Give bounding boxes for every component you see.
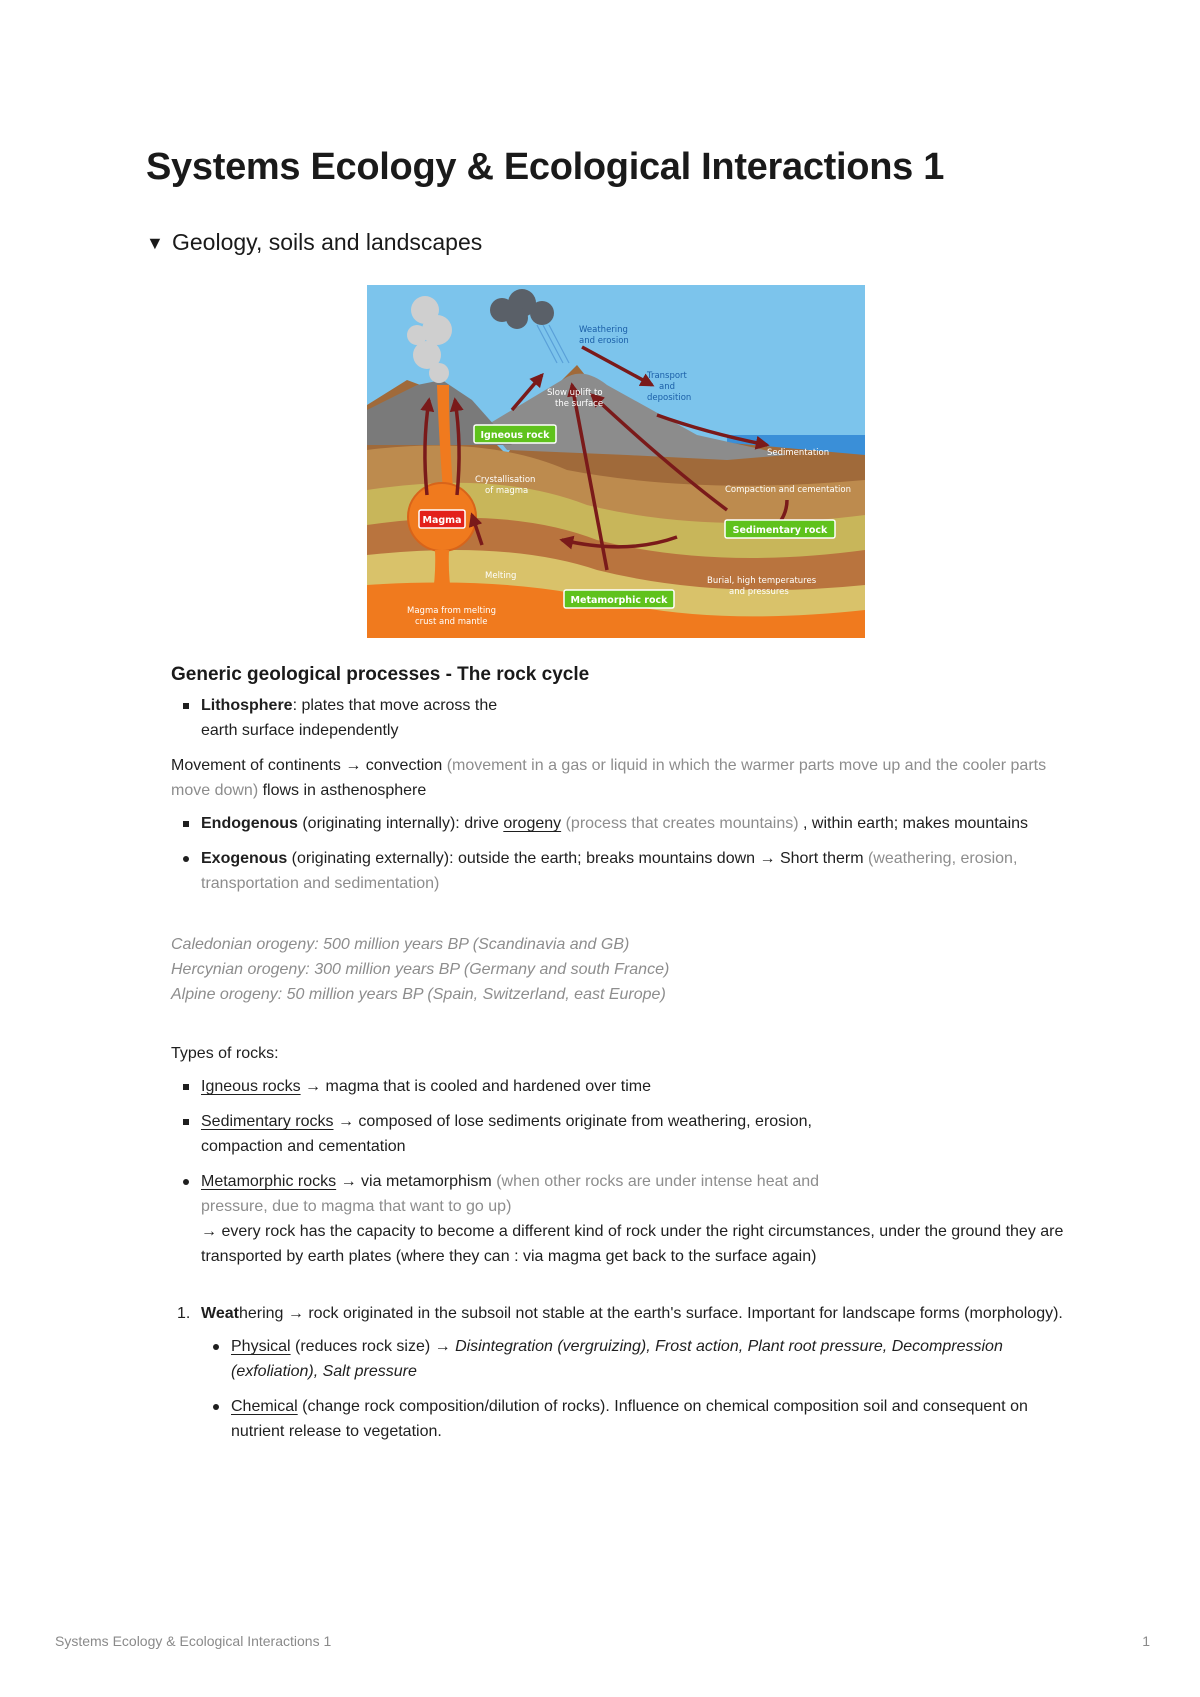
- igneous-rocks-link[interactable]: Igneous rocks: [201, 1078, 301, 1095]
- orogenies-block: [171, 932, 1071, 1007]
- igneous-rock-box: [474, 425, 556, 443]
- svg-text:crust and mantle: [415, 617, 488, 627]
- label-compaction: Compaction and cementation: [725, 485, 851, 495]
- label-melting: Melting: [485, 571, 517, 581]
- label-burial-2: and pressures: [729, 587, 789, 597]
- svg-text:the surface: [555, 399, 603, 409]
- list-item: Exogenous (originating externally): outside the earth; breaks mountains down → Short therm (weathering, erosion, transportation and sedimentation): [171, 846, 1071, 896]
- label-igneous: Igneous rock: [480, 430, 550, 441]
- label-crystallisation-2: of magma: [485, 486, 529, 496]
- svg-text:and erosion: [579, 336, 629, 346]
- list-item: Metamorphic rocks → via metamorphism (when other rocks are under intense heat and pressure, due to magma that want to go up) → every rock has the capacity to become a different kind of rock under the right circumstances, under the ground they are transported by earth plates (where they can : via magma get back to the surface again): [171, 1169, 1071, 1269]
- rock-cycle-heading: Generic geological processes - The rock cycle: [171, 664, 590, 685]
- document-content: [171, 662, 1071, 1454]
- toggle-label: Geology, soils and landscapes: [172, 229, 483, 255]
- label-transport-2: and: [659, 382, 675, 392]
- numbered-list: [171, 1301, 1071, 1444]
- svg-text:Crystallisation: [475, 475, 535, 485]
- rock-cycle-diagram: [367, 285, 865, 638]
- label-weathering-1: Weathering: [579, 325, 628, 335]
- list-item: Igneous rocks → magma that is cooled and hardened over time: [171, 1074, 1071, 1099]
- metamorphic-rocks-link[interactable]: Metamorphic rocks: [201, 1173, 337, 1190]
- svg-text:Magma from melting: [407, 606, 496, 616]
- footer-page-number: 1: [1142, 1633, 1150, 1649]
- label-surface-1: Slow uplift to: [547, 388, 603, 398]
- toggle-arrow-icon[interactable]: ▼: [146, 232, 164, 253]
- svg-text:Melting: [485, 571, 516, 581]
- processes-list: [171, 811, 1071, 896]
- list-item: Sedimentary rocks → composed of lose sediments originate from weathering, erosion, compaction and cementation: [171, 1109, 1071, 1159]
- magma-box: [419, 510, 465, 528]
- rock-types-list: [171, 1074, 1071, 1269]
- svg-text:Compaction and cementation: [725, 485, 851, 495]
- list-item: Lithosphere: plates that move across the earth surface independently: [171, 693, 1071, 743]
- svg-text:Burial, high temperatures: [707, 576, 817, 586]
- lithosphere-list: [171, 693, 1071, 743]
- label-sedimentary: Sedimentary rock: [732, 525, 828, 536]
- svg-text:and: [659, 382, 675, 392]
- label-sedimentation: Sedimentation: [767, 448, 830, 458]
- label-crystallisation-1: Crystallisation: [475, 475, 536, 485]
- sedimentary-rocks-link[interactable]: Sedimentary rocks: [201, 1113, 334, 1130]
- svg-text:of magma: [485, 486, 528, 496]
- orogeny-hercynian: Hercynian orogeny: 300 million years BP (Germany and south France): [171, 961, 670, 978]
- label-mantle-2: crust and mantle: [415, 617, 488, 627]
- movement-paragraph: Movement of continents → convection (movement in a gas or liquid in which the warmer parts move up and the cooler parts move down) flows in asthenosphere: [171, 757, 1047, 799]
- svg-text:Sedimentation: [767, 448, 829, 458]
- svg-text:Weathering: [579, 325, 628, 335]
- list-item: Endogenous (originating internally): drive orogeny (process that creates mountains) , within earth; makes mountains: [171, 811, 1071, 836]
- list-item: Physical (reduces rock size) → Disintegration (vergruizing), Frost action, Plant root pressure, Decompression (exfoliation), Salt pressure: [201, 1334, 1071, 1384]
- physical-link[interactable]: Physical: [231, 1338, 291, 1355]
- footer-title: Systems Ecology & Ecological Interactions 1: [55, 1633, 332, 1649]
- label-weathering-2: and erosion: [579, 336, 629, 346]
- metamorphic-rock-box: [564, 590, 674, 608]
- label-mantle-1: Magma from melting: [407, 606, 496, 616]
- list-item: Chemical (change rock composition/dilution of rocks). Influence on chemical composition soil and consequent on nutrient release to vegetation.: [201, 1394, 1071, 1444]
- list-item-weathering: 1. Weathering → rock originated in the subsoil not stable at the earth's surface. Important for landscape forms (morphology). Physical (reduces rock size) → Disintegration (vergruizing), Frost action, Plant root pressure, Decompression (exfoliation), Salt pressure Chemical (change rock composition/dilution of rocks). Influence on chemical composition soil and consequent on nutrient release to vegetation.: [171, 1301, 1071, 1444]
- svg-text:deposition: [647, 393, 691, 403]
- types-heading: Types of rocks:: [171, 1045, 279, 1062]
- label-transport-1: Transport: [647, 371, 687, 381]
- orogeny-link[interactable]: orogeny: [503, 815, 562, 832]
- orogeny-alpine: Alpine orogeny: 50 million years BP (Spain, Switzerland, east Europe): [171, 986, 666, 1003]
- label-magma: Magma: [422, 515, 462, 526]
- svg-text:Slow uplift to: [547, 388, 603, 398]
- svg-text:Transport: [646, 371, 688, 381]
- toggle-heading[interactable]: [146, 229, 482, 256]
- label-burial-1: Burial, high temperatures: [707, 576, 817, 586]
- sedimentary-rock-box: [725, 520, 835, 538]
- svg-text:and pressures: [729, 587, 789, 597]
- orogeny-caledonian: Caledonian orogeny: 500 million years BP (Scandinavia and GB): [171, 936, 630, 953]
- page-title: Systems Ecology & Ecological Interactions 1: [146, 146, 945, 188]
- label-metamorphic: Metamorphic rock: [570, 595, 668, 606]
- chemical-link[interactable]: Chemical: [231, 1398, 298, 1415]
- weathering-sublist: [201, 1334, 1071, 1444]
- label-surface-2: the surface: [555, 399, 604, 409]
- label-transport-3: deposition: [647, 393, 692, 403]
